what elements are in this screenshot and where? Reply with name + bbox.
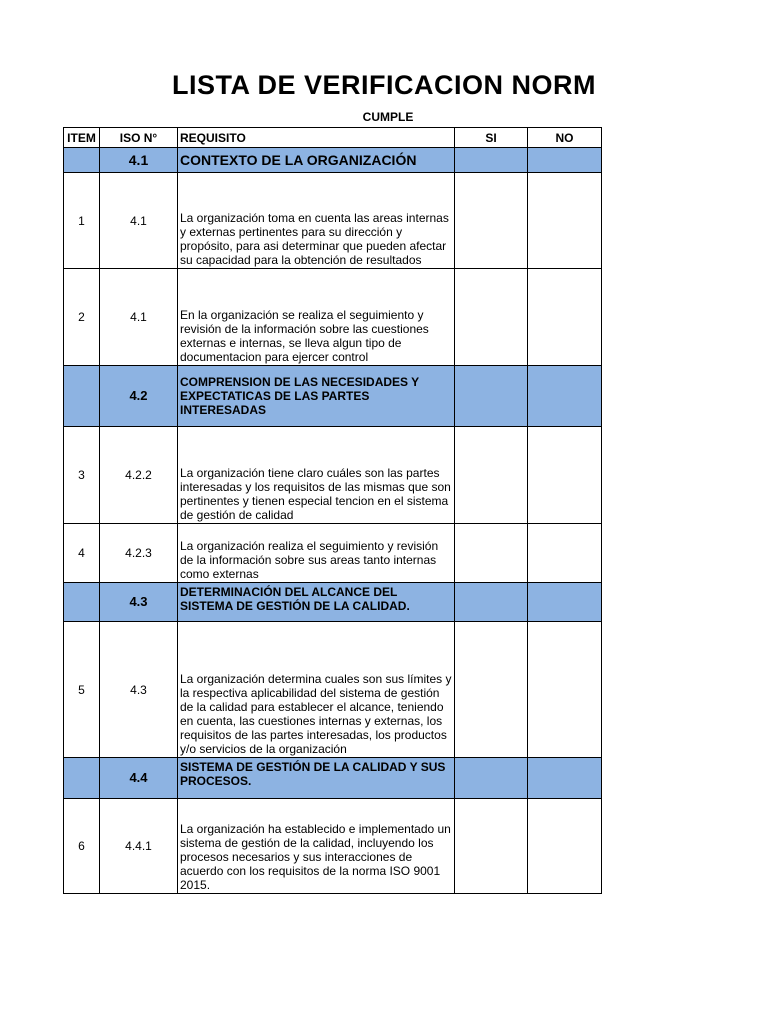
- si-cell[interactable]: [455, 148, 528, 173]
- header-row: [64, 128, 602, 148]
- no-cell[interactable]: [528, 173, 602, 269]
- section-item-cell: [64, 148, 100, 173]
- row-item: 5: [64, 622, 100, 758]
- si-cell[interactable]: [455, 583, 528, 622]
- section-title: CONTEXTO DE LA ORGANIZACIÓN: [178, 148, 455, 173]
- row-requisito: La organización determina cuales son sus límites y la respectiva aplicabilidad del sistema de gestión de la calidad para establecer el alcance, teniendo en cuenta, las cuestiones internas y externas, los requisitos de las partes interesadas, los productos y/o servicios de la organización: [178, 622, 455, 758]
- section-row: [64, 148, 602, 173]
- section-row: [64, 758, 602, 799]
- si-cell[interactable]: [455, 427, 528, 524]
- row-iso: 4.1: [100, 269, 178, 366]
- no-cell[interactable]: [528, 427, 602, 524]
- row-item: 6: [64, 799, 100, 894]
- header-requisito: REQUISITO: [178, 128, 455, 148]
- table-row: [64, 799, 602, 894]
- si-cell[interactable]: [455, 173, 528, 269]
- section-title: DETERMINACIÓN DEL ALCANCE DEL SISTEMA DE GESTIÓN DE LA CALIDAD.: [178, 583, 455, 622]
- no-cell[interactable]: [528, 148, 602, 173]
- row-iso: 4.4.1: [100, 799, 178, 894]
- section-title: COMPRENSION DE LAS NECESIDADES Y EXPECTATICAS DE LAS PARTES INTERESADAS: [178, 366, 455, 427]
- row-iso: 4.2.3: [100, 524, 178, 583]
- no-cell[interactable]: [528, 799, 602, 894]
- row-item: 3: [64, 427, 100, 524]
- table-row: [64, 173, 602, 269]
- section-iso: 4.1: [100, 148, 178, 173]
- row-iso: 4.1: [100, 173, 178, 269]
- row-requisito: La organización ha establecido e implementado un sistema de gestión de la calidad, incluyendo los procesos necesarios y sus interacciones de acuerdo con los requisitos de la norma ISO 9001 2015.: [178, 799, 455, 894]
- section-item-cell: [64, 583, 100, 622]
- row-item: 2: [64, 269, 100, 366]
- no-cell[interactable]: [528, 524, 602, 583]
- row-requisito: La organización realiza el seguimiento y revisión de la información sobre sus areas tanto internas como externas: [178, 524, 455, 583]
- table-row: [64, 524, 602, 583]
- section-title: SISTEMA DE GESTIÓN DE LA CALIDAD Y SUS PROCESOS.: [178, 758, 455, 799]
- no-cell[interactable]: [528, 366, 602, 427]
- section-iso: 4.2: [100, 366, 178, 427]
- header-si: SI: [455, 128, 528, 148]
- no-cell[interactable]: [528, 583, 602, 622]
- table-row: [64, 622, 602, 758]
- row-iso: 4.2.2: [100, 427, 178, 524]
- si-cell[interactable]: [455, 799, 528, 894]
- header-no: NO: [528, 128, 602, 148]
- section-iso: 4.4: [100, 758, 178, 799]
- section-row: [64, 366, 602, 427]
- table-row: [64, 427, 602, 524]
- cumple-label: CUMPLE: [362, 110, 414, 124]
- section-row: [64, 583, 602, 622]
- table-row: [64, 269, 602, 366]
- no-cell[interactable]: [528, 758, 602, 799]
- section-item-cell: [64, 758, 100, 799]
- checklist-table: [63, 127, 602, 894]
- header-item: ITEM: [64, 128, 100, 148]
- no-cell[interactable]: [528, 622, 602, 758]
- si-cell[interactable]: [455, 366, 528, 427]
- section-iso: 4.3: [100, 583, 178, 622]
- row-requisito: La organización toma en cuenta las areas internas y externas pertinentes para su dirección y propósito, para asi determinar que pueden afectar su capacidad para la obtención de resultados: [178, 173, 455, 269]
- row-item: 1: [64, 173, 100, 269]
- si-cell[interactable]: [455, 622, 528, 758]
- section-item-cell: [64, 366, 100, 427]
- row-item: 4: [64, 524, 100, 583]
- si-cell[interactable]: [455, 524, 528, 583]
- document-title: LISTA DE VERIFICACION NORM: [172, 70, 596, 100]
- no-cell[interactable]: [528, 269, 602, 366]
- row-requisito: La organización tiene claro cuáles son las partes interesadas y los requisitos de las mismas que son pertinentes y tienen especial tencion en el sistema de gestión de calidad: [178, 427, 455, 524]
- row-iso: 4.3: [100, 622, 178, 758]
- si-cell[interactable]: [455, 269, 528, 366]
- header-iso: ISO N°: [100, 128, 178, 148]
- row-requisito: En la organización se realiza el seguimiento y revisión de la información sobre las cuestiones externas e internas, se lleva algun tipo de documentacion para ejercer control: [178, 269, 455, 366]
- si-cell[interactable]: [455, 758, 528, 799]
